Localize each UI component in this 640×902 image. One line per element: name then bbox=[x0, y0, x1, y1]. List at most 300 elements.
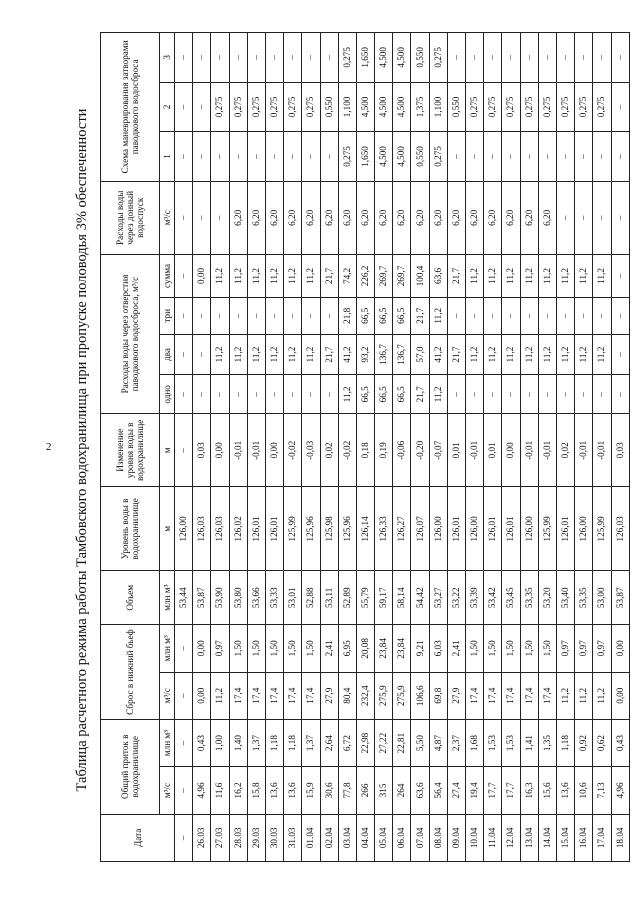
table-cell: 11,2 bbox=[429, 375, 447, 414]
table-cell: 59,17 bbox=[375, 571, 393, 625]
table-row bbox=[520, 33, 538, 862]
table-cell: 1,50 bbox=[520, 625, 538, 672]
header-gates-scheme: Схема маневрирования затворами паводкового водосброса bbox=[101, 33, 160, 182]
table-cell: 27,22 bbox=[375, 719, 393, 766]
table-cell: 126,01 bbox=[484, 487, 502, 571]
table-cell: 1,650 bbox=[356, 33, 374, 83]
subheader-cell: 1 bbox=[160, 132, 175, 182]
table-cell: 27,9 bbox=[320, 672, 338, 719]
table-cell: 1,37 bbox=[302, 719, 320, 766]
table-cell: 09.04 bbox=[447, 814, 465, 861]
table-cell: – bbox=[575, 33, 593, 83]
table-cell: -0,02 bbox=[284, 414, 302, 487]
table-cell: 0,97 bbox=[556, 625, 574, 672]
table-cell: 0,43 bbox=[193, 719, 211, 766]
table-cell: – bbox=[229, 297, 247, 334]
table-cell: 27,9 bbox=[447, 672, 465, 719]
table-cell: 31.03 bbox=[284, 814, 302, 861]
table-cell: – bbox=[484, 33, 502, 83]
table-cell: 0,275 bbox=[338, 33, 356, 83]
table-row bbox=[211, 33, 229, 862]
table-cell: – bbox=[320, 33, 338, 83]
subheader-cell: два bbox=[160, 334, 175, 375]
table-cell: – bbox=[175, 625, 193, 672]
table-cell: 53,35 bbox=[575, 571, 593, 625]
subheader-cell: м³/с bbox=[160, 767, 175, 814]
header-bottom-outlet: Расходы воды через донный водоспуск bbox=[101, 181, 160, 254]
table-cell: 17,4 bbox=[538, 672, 556, 719]
table-cell: 29.03 bbox=[247, 814, 265, 861]
table-cell: 0,275 bbox=[338, 132, 356, 182]
table-cell: 4,500 bbox=[375, 82, 393, 132]
table-cell: 15,8 bbox=[247, 767, 265, 814]
table-cell: – bbox=[520, 375, 538, 414]
table-cell: 0,275 bbox=[229, 82, 247, 132]
table-cell: – bbox=[575, 132, 593, 182]
table-cell: 20,08 bbox=[356, 625, 374, 672]
table-cell: 15.04 bbox=[556, 814, 574, 861]
table-row bbox=[302, 33, 320, 862]
table-row bbox=[320, 33, 338, 862]
table-cell: 125,99 bbox=[538, 487, 556, 571]
subheader-cell: 3 bbox=[160, 33, 175, 83]
table-cell: 41,2 bbox=[429, 334, 447, 375]
table-cell: 11,2 bbox=[338, 375, 356, 414]
table-cell: 1,50 bbox=[538, 625, 556, 672]
table-cell: 106,6 bbox=[411, 672, 429, 719]
table-cell: 2,41 bbox=[447, 625, 465, 672]
table-cell: 2,64 bbox=[320, 719, 338, 766]
table-cell: 126,27 bbox=[393, 487, 411, 571]
table-cell: – bbox=[211, 297, 229, 334]
table-cell: – bbox=[556, 181, 574, 254]
table-cell: 126,01 bbox=[502, 487, 520, 571]
table-cell: 4,500 bbox=[393, 82, 411, 132]
table-cell: 11.04 bbox=[484, 814, 502, 861]
table-cell: 01.04 bbox=[302, 814, 320, 861]
table-cell: 6,20 bbox=[247, 181, 265, 254]
table-cell: 125,99 bbox=[593, 487, 611, 571]
table-cell: -0,01 bbox=[229, 414, 247, 487]
table-cell: – bbox=[447, 297, 465, 334]
table-cell: 136,7 bbox=[393, 334, 411, 375]
table-cell: 125,99 bbox=[284, 487, 302, 571]
table-cell: 1,50 bbox=[302, 625, 320, 672]
table-cell: 1,50 bbox=[502, 625, 520, 672]
table-cell: – bbox=[175, 297, 193, 334]
table-cell: – bbox=[175, 814, 193, 861]
table-cell: 66,5 bbox=[375, 375, 393, 414]
table-cell: – bbox=[593, 132, 611, 182]
table-cell: 53,22 bbox=[447, 571, 465, 625]
table-cell: – bbox=[284, 132, 302, 182]
header-date: Дата bbox=[101, 814, 175, 861]
table-row bbox=[265, 33, 283, 862]
table-cell: 03.04 bbox=[338, 814, 356, 861]
table-cell: 0,275 bbox=[284, 82, 302, 132]
table-cell: – bbox=[520, 132, 538, 182]
table-cell: 23,84 bbox=[393, 625, 411, 672]
table-cell: -0,07 bbox=[429, 414, 447, 487]
table-cell: 17,4 bbox=[520, 672, 538, 719]
table-cell: 126,00 bbox=[520, 487, 538, 571]
table-cell: 269,7 bbox=[375, 254, 393, 297]
table-cell: -0,01 bbox=[538, 414, 556, 487]
subheader-cell: м³/с bbox=[160, 181, 175, 254]
table-cell: 264 bbox=[393, 767, 411, 814]
table-cell: 11,2 bbox=[556, 254, 574, 297]
subheader-cell: 2 bbox=[160, 82, 175, 132]
table-cell: 11,2 bbox=[556, 672, 574, 719]
table-cell: – bbox=[247, 375, 265, 414]
table-cell: 125,96 bbox=[302, 487, 320, 571]
table-cell: 1,00 bbox=[211, 719, 229, 766]
table-cell: 10,6 bbox=[575, 767, 593, 814]
table-cell: – bbox=[175, 719, 193, 766]
table-cell: 15,9 bbox=[302, 767, 320, 814]
table-row bbox=[466, 33, 484, 862]
subheader-cell: млн м³ bbox=[160, 625, 175, 672]
table-cell: 0,00 bbox=[502, 414, 520, 487]
table-cell: – bbox=[611, 254, 629, 297]
table-cell: 54,42 bbox=[411, 571, 429, 625]
table-cell: 0,00 bbox=[611, 672, 629, 719]
table-cell: – bbox=[284, 297, 302, 334]
table-cell: 0,550 bbox=[411, 132, 429, 182]
table-cell: 11,2 bbox=[284, 254, 302, 297]
table-cell: 10.04 bbox=[466, 814, 484, 861]
table-cell: – bbox=[175, 334, 193, 375]
table-cell: 6,20 bbox=[429, 181, 447, 254]
table-cell: 53,45 bbox=[502, 571, 520, 625]
table-cell: 11,2 bbox=[284, 334, 302, 375]
table-cell: 63,6 bbox=[411, 767, 429, 814]
table-cell: 26.03 bbox=[193, 814, 211, 861]
table-cell: 66,5 bbox=[393, 297, 411, 334]
table-cell: 1,18 bbox=[265, 719, 283, 766]
table-cell: – bbox=[484, 132, 502, 182]
table-cell: 1,50 bbox=[247, 625, 265, 672]
table-cell: 315 bbox=[375, 767, 393, 814]
table-cell: -0,01 bbox=[520, 414, 538, 487]
header-inflow: Общий приток в водохранилище bbox=[101, 719, 160, 814]
table-cell: 17,4 bbox=[284, 672, 302, 719]
table-cell: 11,2 bbox=[593, 254, 611, 297]
table-cell: 17,4 bbox=[502, 672, 520, 719]
table-cell: 4,96 bbox=[611, 767, 629, 814]
table-cell: 6,03 bbox=[429, 625, 447, 672]
table-cell: 18.04 bbox=[611, 814, 629, 861]
table-cell: 0,550 bbox=[411, 33, 429, 83]
table-cell: – bbox=[302, 132, 320, 182]
table-cell: 125,96 bbox=[338, 487, 356, 571]
table-cell: – bbox=[611, 132, 629, 182]
table-cell: – bbox=[193, 82, 211, 132]
table-cell: 0,62 bbox=[593, 719, 611, 766]
table-cell: -0,20 bbox=[411, 414, 429, 487]
table-cell: – bbox=[556, 375, 574, 414]
table-cell: – bbox=[593, 375, 611, 414]
document-title: Таблица расчетного режима работы Тамбовского водохранилища при пропуске половодья 3% обеспеченности bbox=[74, 108, 90, 792]
table-row bbox=[447, 33, 465, 862]
table-cell: 126,14 bbox=[356, 487, 374, 571]
table-cell: 6,20 bbox=[393, 181, 411, 254]
subheader-cell: сумма bbox=[160, 254, 175, 297]
table-cell: 12.04 bbox=[502, 814, 520, 861]
subheader-cell: млн м³ bbox=[160, 719, 175, 766]
table-cell: 30,6 bbox=[320, 767, 338, 814]
table-cell: 4,500 bbox=[393, 33, 411, 83]
table-cell: 53,11 bbox=[320, 571, 338, 625]
table-cell: – bbox=[193, 297, 211, 334]
table-cell: 0,19 bbox=[375, 414, 393, 487]
table-cell: – bbox=[556, 297, 574, 334]
table-cell: – bbox=[247, 297, 265, 334]
table-cell: 275,9 bbox=[375, 672, 393, 719]
table-cell: 11,2 bbox=[593, 672, 611, 719]
table-cell: 1,100 bbox=[338, 82, 356, 132]
table-cell: 100,4 bbox=[411, 254, 429, 297]
subheader-cell: млн м³ bbox=[160, 571, 175, 625]
table-cell: 16,3 bbox=[520, 767, 538, 814]
table-cell: 15,6 bbox=[538, 767, 556, 814]
table-cell: 11,6 bbox=[211, 767, 229, 814]
table-cell: – bbox=[575, 297, 593, 334]
table-cell: 6,20 bbox=[484, 181, 502, 254]
table-cell: – bbox=[284, 375, 302, 414]
table-cell: 0,550 bbox=[447, 82, 465, 132]
table-cell: 4,500 bbox=[393, 132, 411, 182]
table-cell: 1,68 bbox=[466, 719, 484, 766]
table-cell: 0,275 bbox=[484, 82, 502, 132]
table-cell: 1,53 bbox=[484, 719, 502, 766]
table-cell: 07.04 bbox=[411, 814, 429, 861]
table-cell: 0,92 bbox=[575, 719, 593, 766]
table-cell: 232,4 bbox=[356, 672, 374, 719]
table-cell: – bbox=[556, 132, 574, 182]
table-cell: 04.04 bbox=[356, 814, 374, 861]
table-cell: 66,5 bbox=[356, 297, 374, 334]
table-row bbox=[484, 33, 502, 862]
table-cell: -0,01 bbox=[466, 414, 484, 487]
table-cell: 0,275 bbox=[593, 82, 611, 132]
table-cell: – bbox=[611, 375, 629, 414]
table-cell: 58,14 bbox=[393, 571, 411, 625]
table-cell: 136,7 bbox=[375, 334, 393, 375]
table-cell: 53,01 bbox=[284, 571, 302, 625]
table-cell: 11,2 bbox=[265, 254, 283, 297]
table-row bbox=[193, 33, 211, 862]
table-cell: 4,500 bbox=[375, 132, 393, 182]
table-cell: 21,7 bbox=[447, 334, 465, 375]
table-cell: 02.04 bbox=[320, 814, 338, 861]
table-cell: 11,2 bbox=[520, 334, 538, 375]
table-cell: 19,4 bbox=[466, 767, 484, 814]
table-cell: 28.03 bbox=[229, 814, 247, 861]
table-cell: – bbox=[484, 375, 502, 414]
table-cell: – bbox=[211, 375, 229, 414]
table-cell: – bbox=[538, 132, 556, 182]
table-cell: – bbox=[502, 132, 520, 182]
table-cell: – bbox=[466, 297, 484, 334]
table-cell: 17,4 bbox=[247, 672, 265, 719]
table-cell: 9,21 bbox=[411, 625, 429, 672]
table-cell: 269,7 bbox=[393, 254, 411, 297]
table-cell: 126,00 bbox=[466, 487, 484, 571]
table-cell: – bbox=[447, 33, 465, 83]
table-cell: – bbox=[611, 181, 629, 254]
table-cell: 74,2 bbox=[338, 254, 356, 297]
table-cell: 126,03 bbox=[611, 487, 629, 571]
table-row bbox=[502, 33, 520, 862]
table-cell: – bbox=[575, 375, 593, 414]
table-row bbox=[411, 33, 429, 862]
table-cell: 11,2 bbox=[575, 334, 593, 375]
table-cell: -0,02 bbox=[338, 414, 356, 487]
table-cell: – bbox=[611, 82, 629, 132]
table-cell: 6,95 bbox=[338, 625, 356, 672]
table-cell: 52,88 bbox=[302, 571, 320, 625]
table-row bbox=[175, 33, 193, 862]
table-cell: – bbox=[502, 297, 520, 334]
table-cell: 7,13 bbox=[593, 767, 611, 814]
table-cell: 13,6 bbox=[265, 767, 283, 814]
table-cell: 16,2 bbox=[229, 767, 247, 814]
table-cell: 11,2 bbox=[229, 254, 247, 297]
table-cell: 77,8 bbox=[338, 767, 356, 814]
table-cell: 11,2 bbox=[247, 254, 265, 297]
table-cell: 53,40 bbox=[556, 571, 574, 625]
table-cell: 1,50 bbox=[229, 625, 247, 672]
table-cell: 2,37 bbox=[447, 719, 465, 766]
table-cell: 0,275 bbox=[247, 82, 265, 132]
header-volume: Объем bbox=[101, 571, 160, 625]
table-cell: 4,500 bbox=[356, 82, 374, 132]
table-cell: 57,0 bbox=[411, 334, 429, 375]
table-cell: – bbox=[466, 33, 484, 83]
table-cell: 1,650 bbox=[356, 132, 374, 182]
table-cell: 17,4 bbox=[484, 672, 502, 719]
table-cell: 22,81 bbox=[393, 719, 411, 766]
table-cell: – bbox=[520, 33, 538, 83]
table-cell: – bbox=[175, 132, 193, 182]
table-cell: 126,00 bbox=[175, 487, 193, 571]
table-cell: 53,87 bbox=[611, 571, 629, 625]
table-cell: 6,72 bbox=[338, 719, 356, 766]
table-cell: 11,2 bbox=[211, 334, 229, 375]
table-cell: 126,00 bbox=[429, 487, 447, 571]
table-cell: 0,275 bbox=[211, 82, 229, 132]
table-cell: 6,20 bbox=[284, 181, 302, 254]
table-cell: – bbox=[538, 33, 556, 83]
table-cell: – bbox=[229, 33, 247, 83]
table-cell: 1,37 bbox=[247, 719, 265, 766]
table-cell: 6,20 bbox=[502, 181, 520, 254]
table-cell: 53,44 bbox=[175, 571, 193, 625]
table-cell: 17,7 bbox=[502, 767, 520, 814]
table-cell: 27,4 bbox=[447, 767, 465, 814]
table-cell: 11,2 bbox=[211, 254, 229, 297]
table-cell: – bbox=[211, 181, 229, 254]
table-cell: 21,7 bbox=[447, 254, 465, 297]
table-cell: 69,8 bbox=[429, 672, 447, 719]
table-cell: – bbox=[593, 33, 611, 83]
table-cell: 226,2 bbox=[356, 254, 374, 297]
table-cell: 21,7 bbox=[320, 254, 338, 297]
table-cell: 6,20 bbox=[447, 181, 465, 254]
table-row bbox=[338, 33, 356, 862]
table-cell: – bbox=[247, 132, 265, 182]
table-cell: 1,40 bbox=[229, 719, 247, 766]
table-cell: – bbox=[247, 33, 265, 83]
table-cell: 1,41 bbox=[520, 719, 538, 766]
table-cell: 0,275 bbox=[502, 82, 520, 132]
table-cell: 17,4 bbox=[302, 672, 320, 719]
table-cell: 0,03 bbox=[193, 414, 211, 487]
table-cell: 08.04 bbox=[429, 814, 447, 861]
table-cell: 11,2 bbox=[575, 672, 593, 719]
table-cell: 0,03 bbox=[611, 414, 629, 487]
table-cell: – bbox=[193, 132, 211, 182]
table-cell: 30.03 bbox=[265, 814, 283, 861]
table-cell: 266 bbox=[356, 767, 374, 814]
table-cell: 1,18 bbox=[556, 719, 574, 766]
table-cell: 126,01 bbox=[556, 487, 574, 571]
table-cell: – bbox=[193, 334, 211, 375]
table-cell: – bbox=[175, 82, 193, 132]
table-cell: 63,6 bbox=[429, 254, 447, 297]
table-cell: 6,20 bbox=[538, 181, 556, 254]
subheader-cell: м³/с bbox=[160, 672, 175, 719]
table-row bbox=[429, 33, 447, 862]
table-cell: 14.04 bbox=[538, 814, 556, 861]
table-cell: 11,2 bbox=[520, 254, 538, 297]
table-cell: 0,00 bbox=[193, 625, 211, 672]
table-cell: 1,100 bbox=[429, 82, 447, 132]
table-cell: 0,275 bbox=[429, 132, 447, 182]
table-cell: 0,43 bbox=[611, 719, 629, 766]
table-cell: – bbox=[175, 414, 193, 487]
table-cell: 11,2 bbox=[466, 254, 484, 297]
table-cell: – bbox=[175, 181, 193, 254]
table-cell: 0,02 bbox=[320, 414, 338, 487]
table-cell: 1,50 bbox=[466, 625, 484, 672]
table-cell: 06.04 bbox=[393, 814, 411, 861]
rotated-page-content bbox=[72, 24, 625, 876]
table-cell: 6,20 bbox=[320, 181, 338, 254]
table-cell: 126,01 bbox=[247, 487, 265, 571]
table-cell: 0,550 bbox=[320, 82, 338, 132]
table-cell: 11,2 bbox=[429, 297, 447, 334]
table-cell: 0,01 bbox=[447, 414, 465, 487]
table-cell: 11,2 bbox=[502, 334, 520, 375]
table-cell: – bbox=[211, 33, 229, 83]
table-cell: 126,03 bbox=[193, 487, 211, 571]
table-cell: 53,20 bbox=[538, 571, 556, 625]
table-cell: 0,00 bbox=[265, 414, 283, 487]
table-cell: 1,35 bbox=[538, 719, 556, 766]
subheader-cell: одно bbox=[160, 375, 175, 414]
table-cell: 275,9 bbox=[393, 672, 411, 719]
table-cell: 0,01 bbox=[484, 414, 502, 487]
table-cell: 0,275 bbox=[302, 82, 320, 132]
reservoir-regime-table bbox=[100, 32, 630, 862]
table-cell: 11,2 bbox=[466, 334, 484, 375]
table-cell: 11,2 bbox=[302, 254, 320, 297]
table-cell: 126,01 bbox=[447, 487, 465, 571]
table-cell: 126,01 bbox=[265, 487, 283, 571]
table-row bbox=[611, 33, 629, 862]
